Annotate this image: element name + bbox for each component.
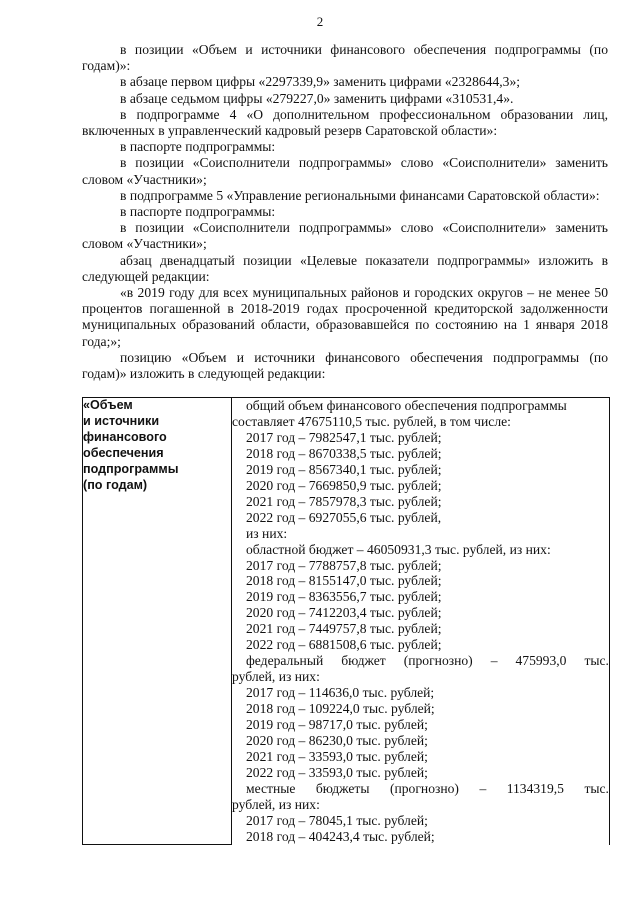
financing-line: 2018 год – 109224,0 тыс. рублей; [246,701,435,717]
financing-line: 2020 год – 86230,0 тыс. рублей; [246,733,428,749]
position-name-line: «Объем [83,398,133,412]
financing-line: рублей, из них: [232,796,320,812]
page-number: 2 [316,14,324,29]
financing-line: федеральный бюджет (прогнозно) – 475993,0 тыс. [246,653,609,669]
paragraph-p6: в позиции «Соисполнители подпрограммы» слово «Соисполнители» заменить словом «Участники»; [82,155,608,187]
financing-line: 2021 год – 7449757,8 тыс. рублей; [246,621,442,637]
financing-line: 2020 год – 7669850,9 тыс. рублей; [246,477,442,493]
paragraph-p1: в позиции «Объем и источники финансового обеспечения подпрограммы (по годам)»: [82,42,608,74]
financing-line: общий объем финансового обеспечения подпрограммы [246,398,567,413]
paragraph-p11: «в 2019 году для всех муниципальных районов и городских округов – не менее 50 процентов погашенной в 2018-2019 годах просроченной кредиторской задолженности муниципальных образований области, образовавшейся по состоянию на 1 января 2018 года;»; [82,285,608,349]
position-name-line: и источники [83,413,160,428]
financing-line: из них: [246,525,288,541]
financing-line: 2020 год – 7412203,4 тыс. рублей; [246,605,442,621]
paragraph-p2: в абзаце первом цифры «2297339,9» заменить цифрами «2328644,3»; [120,74,521,90]
financing-line: 2018 год – 404243,4 тыс. рублей; [246,828,435,844]
financing-table [82,397,610,845]
financing-line: 2017 год – 114636,0 тыс. рублей; [246,685,435,701]
financing-line: 2022 год – 6927055,6 тыс. рублей, [246,509,442,525]
financing-details-cell [232,398,610,845]
financing-line: 2017 год – 78045,1 тыс. рублей; [246,812,428,828]
financing-line: 2019 год – 98717,0 тыс. рублей; [246,717,428,733]
financing-line: рублей, из них: [232,669,320,685]
paragraph-p3: в абзаце седьмом цифры «279227,0» заменить цифрами «310531,4». [120,90,514,106]
paragraph-p7: в подпрограмме 5 «Управление региональными финансами Саратовской области»: [120,187,600,203]
position-name-line: обеспечения [83,445,164,460]
financing-line: составляет 47675110,5 тыс. рублей, в том числе: [232,413,511,429]
financing-line: 2017 год – 7788757,8 тыс. рублей; [246,557,442,573]
financing-line: 2018 год – 8155147,0 тыс. рублей; [246,573,442,589]
financing-line: 2021 год – 33593,0 тыс. рублей; [246,748,428,764]
table-row [83,398,610,845]
paragraph-p8: в паспорте подпрограммы: [120,204,276,220]
financing-line: местные бюджеты (прогнозно) – 1134319,5 тыс. [246,780,609,796]
paragraph-p5: в паспорте подпрограммы: [120,139,276,155]
paragraph-p9: в позиции «Соисполнители подпрограммы» слово «Соисполнители» заменить словом «Участники»; [82,220,608,252]
document-body [82,42,608,382]
financing-line: 2019 год – 8363556,7 тыс. рублей; [246,589,442,605]
financing-line: областной бюджет – 46050931,3 тыс. рублей, из них: [246,541,551,557]
position-name-line: подпрограммы [83,461,179,476]
financing-line: 2019 год – 8567340,1 тыс. рублей; [246,461,442,477]
position-name-cell [83,398,232,845]
position-name-line: (по годам) [83,477,148,492]
paragraph-p10: абзац двенадцатый позиции «Целевые показатели подпрограммы» изложить в следующей редакции: [82,252,608,284]
financing-line: 2022 год – 33593,0 тыс. рублей; [246,764,428,780]
financing-line: 2022 год – 6881508,6 тыс. рублей; [246,637,442,653]
paragraph-p4: в подпрограмме 4 «О дополнительном профессиональном образовании лиц, включенных в управленческий кадровый резерв Саратовской области»: [82,106,608,139]
paragraph-p12: позицию «Объем и источники финансового обеспечения подпрограммы (по годам)» изложить в следующей редакции: [82,349,608,382]
financing-line: 2017 год – 7982547,1 тыс. рублей; [246,429,442,445]
financing-line: 2021 год – 7857978,3 тыс. рублей; [246,493,442,509]
position-name-line: финансового [83,429,167,444]
financing-line: 2018 год – 8670338,5 тыс. рублей; [246,445,442,461]
